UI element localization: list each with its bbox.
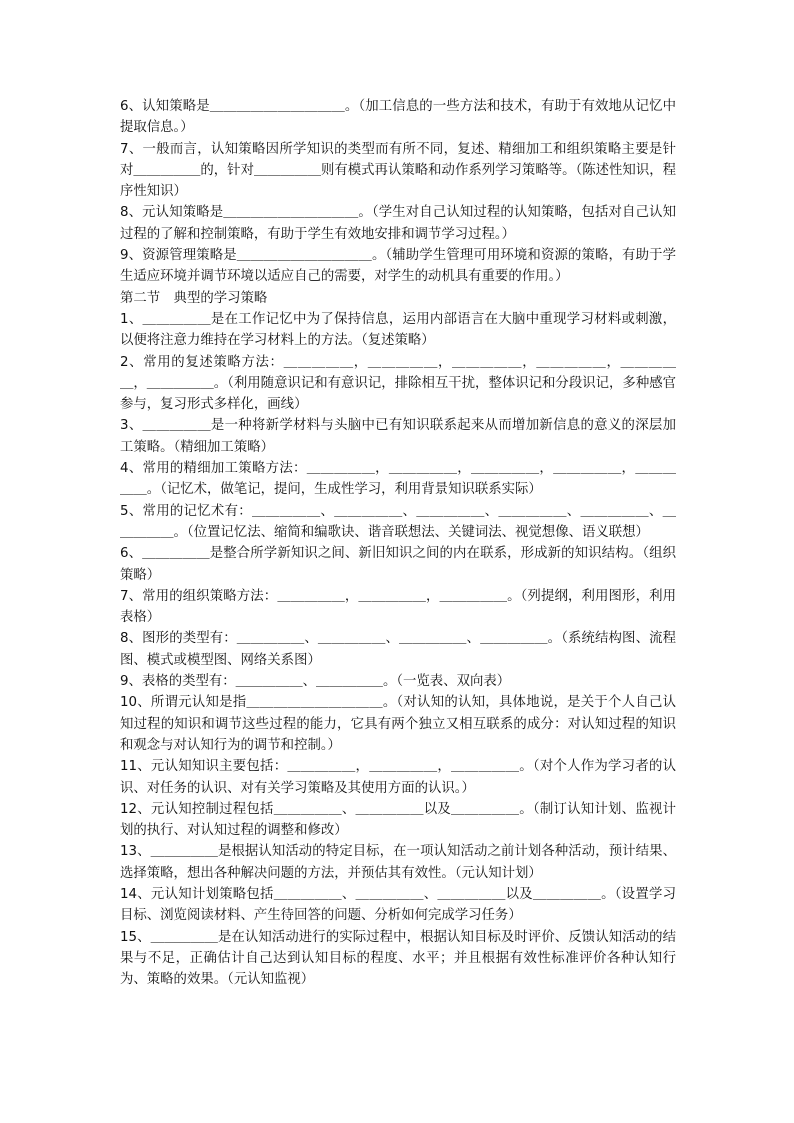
question-10-metacognition: 10、所谓元认知是指＿＿＿＿＿＿＿＿＿＿。（对认知的认知，具体地说，是关于个人自己认知过程的知识和调节这些过程的能力，它具有两个独立又相互联系的成分：对认知过程的知识和观念与对认知行为的调节和控制。） xyxy=(120,695,676,753)
question-6-organization-strategy: 6、＿＿＿＿＿是整合所学新知识之间、新旧知识之间的内在联系，形成新的知识结构。（组织策略） xyxy=(120,546,676,583)
question-8-metacognitive-strategy: 8、元认知策略是＿＿＿＿＿＿＿＿＿＿。（学生对自己认知过程的认知策略，包括对自己认知过程的了解和控制策略，有助于学生有效地安排和调节学习过程。） xyxy=(120,205,676,242)
question-12-metacognitive-control: 12、元认知控制过程包括＿＿＿＿＿、＿＿＿＿＿以及＿＿＿＿＿。（制订认知计划、监视计划的执行、对认知过程的调整和修改） xyxy=(120,801,676,839)
question-4-elaboration-methods: 4、常用的精细加工策略方法：＿＿＿＿＿，＿＿＿＿＿，＿＿＿＿＿，＿＿＿＿＿，＿＿＿＿＿。（记忆术，做笔记，提问，生成性学习，利用背景知识联系实际） xyxy=(120,461,676,498)
question-9-table-types: 9、表格的类型有：＿＿＿＿＿、＿＿＿＿＿。（一览表、双向表） xyxy=(120,674,511,690)
question-5-mnemonics: 5、常用的记忆术有：＿＿＿＿＿、＿＿＿＿＿、＿＿＿＿＿、＿＿＿＿＿、＿＿＿＿＿、＿＿＿＿＿。（位置记忆法、缩简和编歌诀、谐音联想法、关键词法、视觉想像、语义联想） xyxy=(120,503,676,540)
section-heading: 第二节 典型的学习策略 xyxy=(120,290,268,306)
question-13-metacognitive-planning: 13、＿＿＿＿＿是根据认知活动的特定目标，在一项认知活动之前计划各种活动，预计结果、选择策略，想出各种解决问题的方法，并预估其有效性。（元认知计划） xyxy=(120,844,676,881)
question-6-cognitive-strategy: 6、认知策略是＿＿＿＿＿＿＿＿＿＿。（加工信息的一些方法和技术，有助于有效地从记忆中提取信息。） xyxy=(120,99,676,136)
question-14-planning-strategies: 14、元认知计划策略包括＿＿＿＿＿、＿＿＿＿＿、＿＿＿＿＿以及＿＿＿＿＿。（设置学习目标、浏览阅读材料、产生待回答的问题、分析如何完成学习任务） xyxy=(120,886,676,924)
question-8-graph-types: 8、图形的类型有：＿＿＿＿＿、＿＿＿＿＿、＿＿＿＿＿、＿＿＿＿＿。（系统结构图、流程图、模式或模型图、网络关系图） xyxy=(120,631,676,668)
question-2-rehearsal-methods: 2、常用的复述策略方法：＿＿＿＿＿，＿＿＿＿＿，＿＿＿＿＿，＿＿＿＿＿，＿＿＿＿＿，＿＿＿＿＿。（利用随意识记和有意识记，排除相互干扰，整体识记和分段识记，多种感官参与，复习形式多样化，画线） xyxy=(120,354,676,413)
document-page xyxy=(120,96,676,990)
question-11-metacognitive-knowledge: 11、元认知知识主要包括：＿＿＿＿＿，＿＿＿＿＿，＿＿＿＿＿。（对个人作为学习者的认识、对任务的认识、对有关学习策略及其使用方面的认识。） xyxy=(120,759,676,796)
question-9-resource-management: 9、资源管理策略是＿＿＿＿＿＿＿＿＿＿。（辅助学生管理可用环境和资源的策略，有助于学生适应环境并调节环境以适应自己的需要，对学生的动机具有重要的作用。） xyxy=(120,248,676,285)
question-1-rehearsal-strategy: 1、＿＿＿＿＿是在工作记忆中为了保持信息，运用内部语言在大脑中重现学习材料或刺激，以便将注意力维持在学习材料上的方法。（复述策略） xyxy=(120,311,676,349)
question-7-knowledge-types: 7、一般而言，认知策略因所学知识的类型而有所不同，复述、精细加工和组织策略主要是针对＿＿＿＿＿的，针对＿＿＿＿＿则有模式再认策略和动作系列学习策略等。（陈述性知识，程序性知识） xyxy=(120,141,676,200)
question-7-organization-methods: 7、常用的组织策略方法：＿＿＿＿＿，＿＿＿＿＿，＿＿＿＿＿。（列提纲，利用图形，利用表格） xyxy=(120,588,676,626)
question-15-metacognitive-monitoring: 15、＿＿＿＿＿是在认知活动进行的实际过程中，根据认知目标及时评价、反馈认知活动的结果与不足，正确估计自己达到认知目标的程度、水平；并且根据有效性标准评价各种认知行为、策略的效果。（元认知监视） xyxy=(120,929,676,988)
question-3-elaboration-strategy: 3、＿＿＿＿＿是一种将新学材料与头脑中已有知识联系起来从而增加新信息的意义的深层加工策略。（精细加工策略） xyxy=(120,418,676,455)
